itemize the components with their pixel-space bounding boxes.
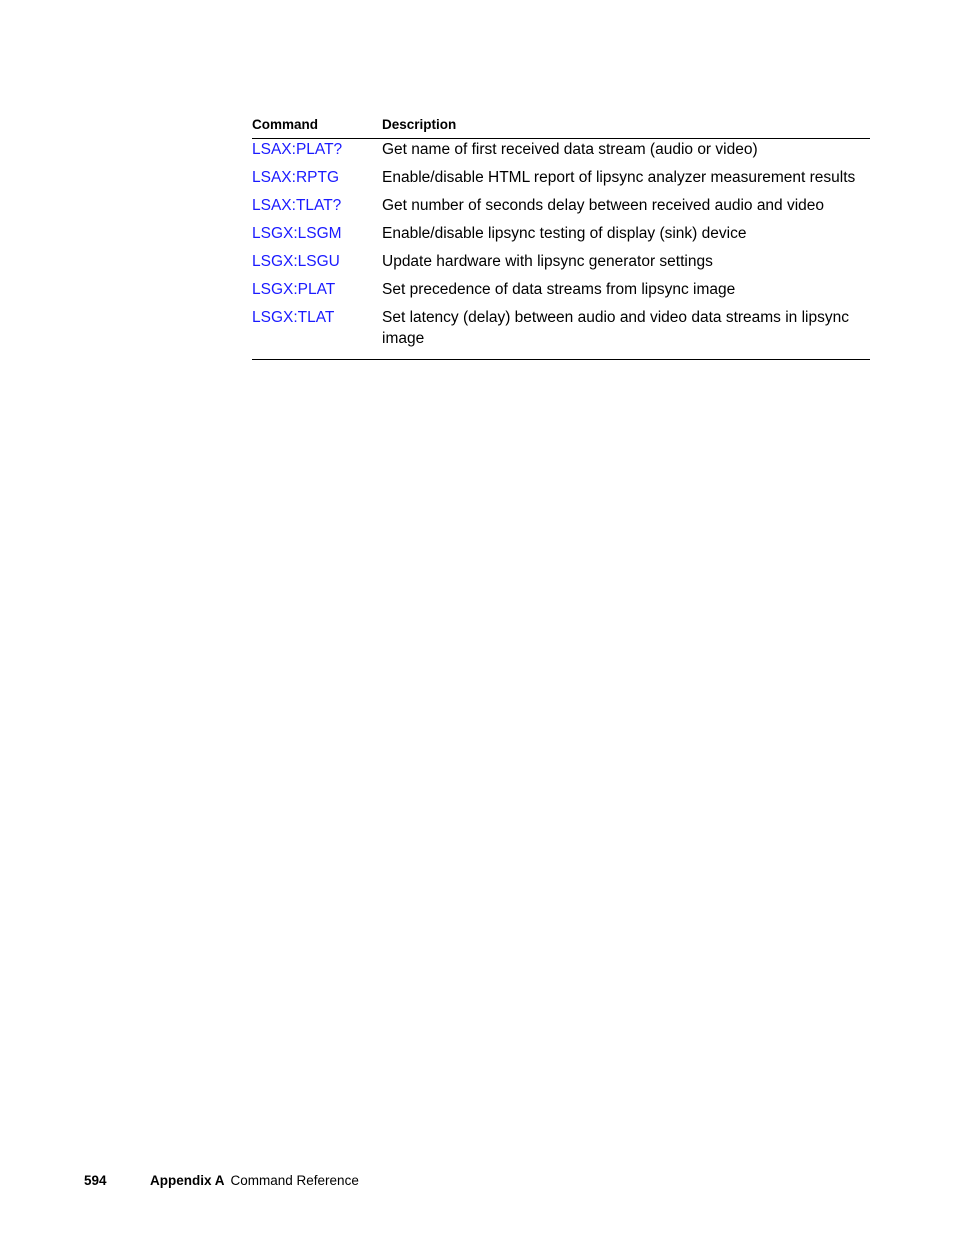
table-body: [252, 139, 870, 360]
header-command: Command: [252, 117, 319, 132]
table-row: [252, 279, 870, 300]
table-row: [252, 223, 870, 244]
command-description: Enable/disable lipsync testing of display (sink) device: [382, 225, 747, 242]
header-description: Description: [382, 117, 457, 132]
table-row: [252, 167, 870, 188]
command-link-lsax-plat[interactable]: LSAX:PLAT?: [252, 141, 343, 158]
command-link-lsgx-tlat[interactable]: LSGX:TLAT: [252, 309, 335, 326]
command-description: Set precedence of data streams from lipsync image: [382, 281, 736, 298]
command-link-lsax-rptg[interactable]: LSAX:RPTG: [252, 169, 339, 186]
command-description: Update hardware with lipsync generator settings: [382, 253, 713, 270]
table-header: [252, 116, 870, 139]
command-link-lsgx-lsgu[interactable]: LSGX:LSGU: [252, 253, 340, 270]
command-description: Enable/disable HTML report of lipsync analyzer measurement results: [382, 169, 856, 186]
table-row: [252, 195, 870, 216]
table-row: [252, 307, 870, 349]
command-link-lsgx-plat[interactable]: LSGX:PLAT: [252, 281, 336, 298]
table-row: [252, 139, 870, 160]
section-title: Command Reference: [230, 1173, 359, 1188]
command-description: Get name of first received data stream (audio or video): [382, 141, 758, 158]
page-footer: [84, 1173, 359, 1188]
command-table: [252, 116, 870, 360]
command-description: Get number of seconds delay between received audio and video: [382, 197, 825, 214]
appendix-label: Appendix A: [150, 1173, 225, 1188]
table-row: [252, 251, 870, 272]
command-link-lsax-tlat[interactable]: LSAX:TLAT?: [252, 197, 342, 214]
command-description: Set latency (delay) between audio and video data streams in lipsync image: [382, 309, 849, 347]
page-number: 594: [84, 1173, 107, 1188]
command-link-lsgx-lsgm[interactable]: LSGX:LSGM: [252, 225, 342, 242]
